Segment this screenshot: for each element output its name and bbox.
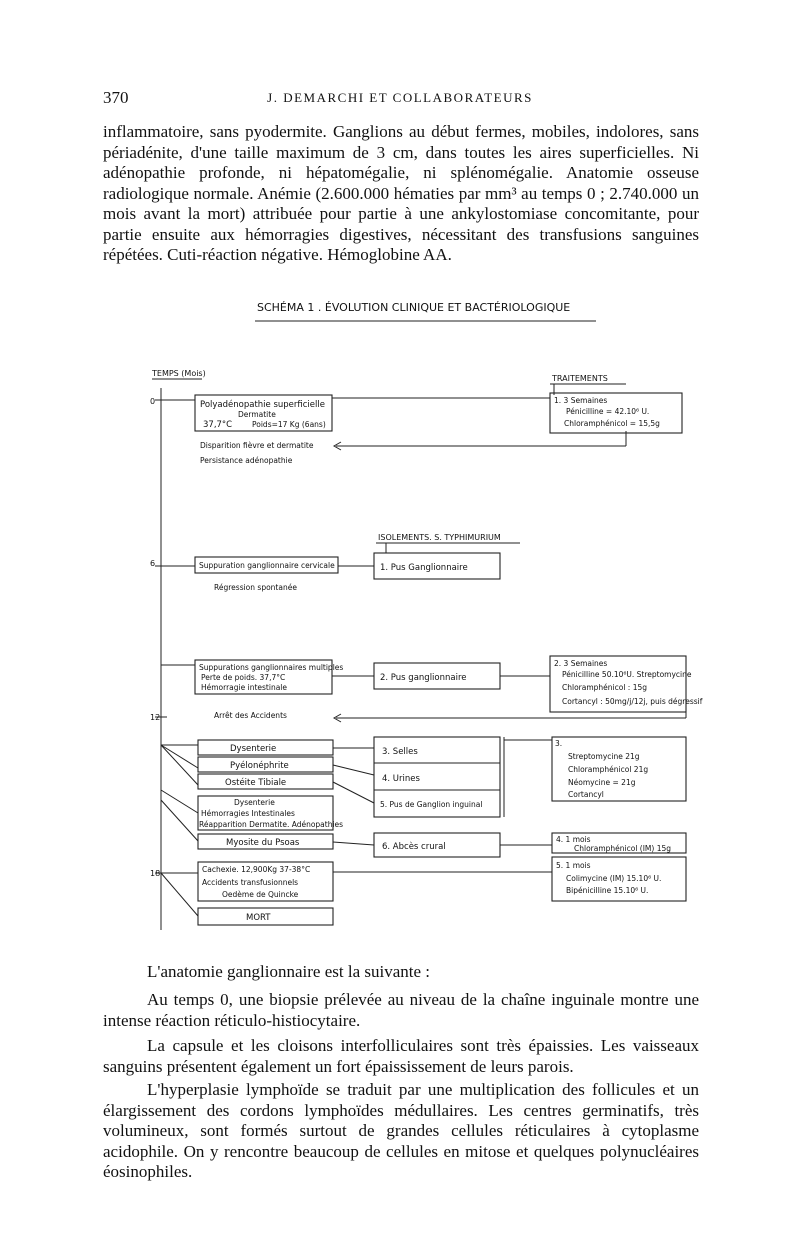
clinical-text: Persistance adénopathie bbox=[200, 456, 293, 465]
schema-title: SCHÉMA 1 . ÉVOLUTION CLINIQUE ET BACTÉRIOLOGIQUE bbox=[257, 301, 571, 314]
tick-label-0: 0 bbox=[150, 397, 156, 406]
treatment-text: 1. 3 Semaines bbox=[554, 396, 608, 405]
clinical-text: Hémorragies Intestinales bbox=[201, 809, 295, 818]
paragraph: L'anatomie ganglionnaire est la suivante : bbox=[147, 962, 430, 981]
treatment-text: Cortancyl bbox=[568, 790, 604, 799]
clinical-text: Régression spontanée bbox=[214, 583, 297, 592]
connector bbox=[161, 790, 198, 813]
clinical-text: Cachexie. 12,900Kg 37-38°C bbox=[202, 865, 311, 874]
isolement-text: 4. Urines bbox=[382, 774, 420, 784]
clinical-text: Poids=17 Kg (6ans) bbox=[252, 420, 326, 429]
time-axis-label: TEMPS (Mois) bbox=[152, 369, 206, 378]
treatment-text: Néomycine = 21g bbox=[568, 778, 636, 787]
paragraph: inflammatoire, sans pyodermite. Ganglions au début fermes, mobiles, indolores, sans périadénite, d'une taille maximum de 3 cm, dans toutes les aires superficielles. Ni adénopathie profonde, ni hépatomégalie, ni splénomégalie. Anatomie osseuse radiologique normale. Anémie (2.600.000 hématies par mm³ au temps 0 ; 2.740.000 un mois avant la mort) attribuée pour partie à une ankylostomiase concomitante, pour partie ensuite aux hémorragies digestives, nécessitant des transfusions sanguines répétées. Cuti-réaction négative. Hémoglobine AA. bbox=[103, 122, 699, 264]
treatment-text: Bipénicilline 15.10⁶ U. bbox=[566, 886, 649, 895]
paragraph: La capsule et les cloisons interfolliculaires sont très épaissies. Les vaisseaux sanguins présentent également un fort épaississement de leurs parois. bbox=[103, 1036, 699, 1076]
running-title: J. DEMARCHI ET COLLABORATEURS bbox=[267, 90, 533, 105]
treatment-text: Chloramphénicol = 15,5g bbox=[564, 419, 660, 428]
clinical-text: Suppurations ganglionnaires multiples bbox=[199, 663, 344, 672]
tick-label-18: 18 bbox=[150, 869, 161, 878]
tick-label-6: 6 bbox=[150, 559, 156, 568]
treatment-text: Chloramphénicol : 15g bbox=[562, 683, 648, 692]
clinical-text: 37,7°C bbox=[203, 420, 233, 430]
treatment-text: Chloramphénicol (IM) 15g bbox=[574, 844, 672, 853]
treatment-text: 2. 3 Semaines bbox=[554, 659, 608, 668]
connector bbox=[333, 842, 374, 845]
page-number: 370 bbox=[103, 88, 129, 107]
isolement-text: 6. Abcès crural bbox=[382, 842, 446, 852]
treatment-text: Pénicilline 50.10⁶U. Streptomycine bbox=[562, 670, 692, 679]
clinical-text: Pyélonéphrite bbox=[230, 761, 289, 771]
treatment-text: Chloramphénicol 21g bbox=[568, 765, 649, 774]
clinical-text: Dermatite bbox=[238, 410, 276, 419]
treatment-text: Pénicilline = 42.10⁶ U. bbox=[566, 407, 650, 416]
clinical-text: Ostéite Tibiale bbox=[225, 778, 287, 788]
isolement-text: 5. Pus de Ganglion inguinal bbox=[380, 800, 483, 809]
clinical-text: Hémorragie intestinale bbox=[201, 683, 287, 692]
connector bbox=[333, 782, 374, 803]
treatment-text: Streptomycine 21g bbox=[568, 752, 640, 761]
clinical-text: Réapparition Dermatite. Adénopathies bbox=[199, 820, 344, 829]
clinical-text: Dysenterie bbox=[234, 798, 275, 807]
tick-label-12: 12 bbox=[150, 713, 161, 722]
clinical-text: Arrêt des Accidents bbox=[214, 711, 287, 720]
paragraph: Au temps 0, une biopsie prélevée au niveau de la chaîne inguinale montre une intense réaction réticulo-histiocytaire. bbox=[103, 990, 699, 1030]
isolements-header: ISOLEMENTS. S. TYPHIMURIUM bbox=[378, 533, 501, 542]
treatments-header: TRAITEMENTS bbox=[552, 374, 608, 383]
treatment-text: Cortancyl : 50mg/j/12j, puis dégressif bbox=[562, 697, 703, 706]
connector bbox=[161, 873, 198, 916]
clinical-text: Perte de poids. 37,7°C bbox=[201, 673, 286, 682]
clinical-text: Polyadénopathie superficielle bbox=[200, 400, 325, 410]
clinical-text: Dysenterie bbox=[230, 744, 277, 754]
treatment-text: Colimycine (IM) 15.10⁶ U. bbox=[566, 874, 662, 883]
isolement-text: 2. Pus ganglionnaire bbox=[380, 673, 467, 683]
clinical-text: Suppuration ganglionnaire cervicale bbox=[199, 561, 335, 570]
clinical-text: Accidents transfusionnels bbox=[202, 878, 299, 887]
clinical-text: Oedème de Quincke bbox=[222, 890, 299, 899]
treatment-text: 4. 1 mois bbox=[556, 835, 591, 844]
connector bbox=[161, 800, 198, 841]
clinical-text: MORT bbox=[246, 913, 271, 923]
clinical-text: Myosite du Psoas bbox=[226, 838, 300, 848]
treatment-text: 5. 1 mois bbox=[556, 861, 591, 870]
paragraph: L'hyperplasie lymphoïde se traduit par une multiplication des follicules et un élargissement des cordons lymphoïdes médullaires. Les centres germinatifs, très volumineux, sont formés surtout de grandes cellules réticulaires à cytoplasme acidophile. On y rencontre beaucoup de cellules en mitose et quelques polynucléaires éosinophiles. bbox=[103, 1080, 699, 1181]
treatment-text: 3. bbox=[555, 739, 563, 748]
isolement-text: 1. Pus Ganglionnaire bbox=[380, 563, 468, 573]
connector bbox=[333, 765, 374, 775]
isolement-text: 3. Selles bbox=[382, 747, 418, 757]
clinical-text: Disparition fièvre et dermatite bbox=[200, 441, 314, 450]
